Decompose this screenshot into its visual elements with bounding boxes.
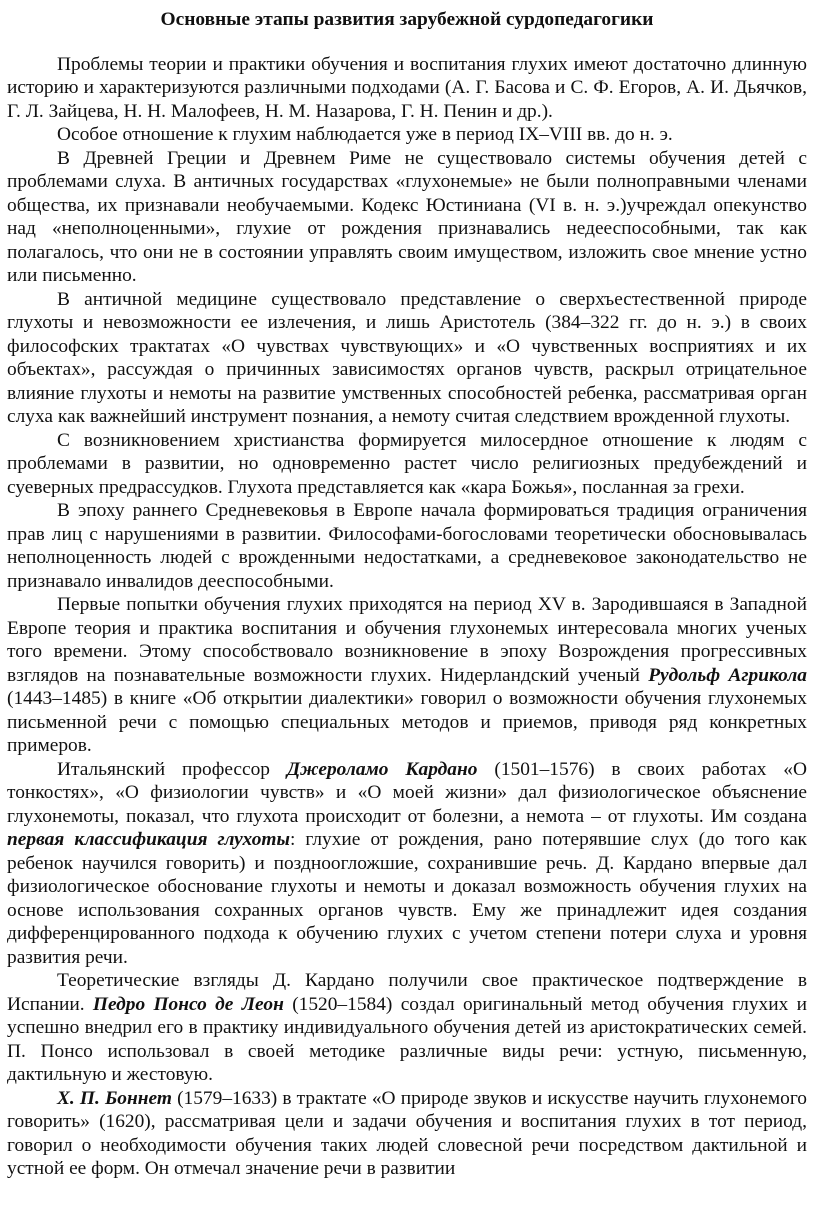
paragraph-text: С возникновением христианства формируется милосердное отношение к людям с проблемами в развитии, но одновременно растет число религиозных предубеждений и суеверных предрассудков. Глухота представляется как «кара Божья», посланная за грехи.: [7, 429, 807, 498]
paragraph-text: В эпоху раннего Средневековья в Европе начала формироваться традиция ограничения прав лиц с нарушениями в развитии. Философами-богословами теоретически обосновывалась неполноценность людей с врожденными недостатками, а средневековое законодательство не признавало инвалидов дееспособными.: [7, 500, 807, 592]
paragraph: [7, 53, 807, 124]
paragraph-text: (1579–1633) в трактате «О природе звуков и искусстве научить глухонемого говорить» (1620), рассматривая цели и задачи обучения и воспитания глухих в тот период, говорил о необходимости обучения таких людей словесной речи посредством дактильной и устной ее форм. Он отмечал значение речи в развитии: [7, 1087, 807, 1179]
paragraph: [7, 758, 807, 970]
document-body: [7, 53, 807, 1181]
paragraph: [7, 429, 807, 500]
paragraph: [7, 969, 807, 1087]
paragraph-text: Особое отношение к глухим наблюдается уже в период IX–VIII вв. до н. э.: [57, 124, 673, 145]
paragraph-text: : глухие от рождения, рано потерявшие слух (до того как ребенок научился говорить) и поздноогложшие, сохранившие речь. Д. Кардано впервые дал физиологическое обоснование глухоты и немоты и доказал возможность обучения глухих на основе использования сохранных органов чувств. Ему же принадлежит идея создания дифференцированного подхода к обучению глухих с учетом степени потери слуха и уровня развития речи.: [7, 829, 807, 968]
document-page: [7, 8, 807, 1181]
paragraph-text: (1520–1584) создал оригинальный метод обучения глухих и успешно внедрил его в практику индивидуального обучения детей из аристократических семей. П. Понсо использовал в своей методике различные виды речи: устную, письменную, дактильную и жестовую.: [7, 993, 808, 1085]
emphasized-name: Джероламо Кардано: [286, 758, 478, 780]
paragraph-text: В Древней Греции и Древнем Риме не существовало системы обучения детей с проблемами слуха. В античных государствах «глухонемые» не были полноправными членами общества, их признавали необучаемыми. Кодекс Юстиниана (VI в. н. э.)учреждал опекунство над «неполноценными», глухие от рождения признавались недееспособными, так как полагалось, что они не в состоянии управлять своим имуществом, изложить свое мнение устно или письменно.: [7, 147, 807, 286]
paragraph-text: (1443–1485) в книге «Об открытии диалектики» говорил о возможности обучения глухонемых письменной речи с помощью специальных методов и приемов, приводя ряд конкретных примеров.: [7, 688, 807, 756]
document-title: Основные этапы развития зарубежной сурдопедагогики: [160, 9, 654, 30]
paragraph: [7, 593, 807, 758]
paragraph: [7, 288, 807, 429]
emphasized-name: Педро Понсо де Леон: [92, 993, 284, 1015]
emphasized-name: первая классификация глухоты: [7, 829, 290, 850]
paragraph: [7, 123, 807, 147]
paragraph-text: (1501–1576) в своих работах «О тонкостях», «О физиологии чувств» и «О моей жизни» дал физиологическое объяснение глухонемоты, показал, что глухота происходит от болезни, а немота – от глухоты. Им создана: [7, 758, 807, 827]
paragraph: [7, 147, 807, 288]
paragraph-text: Итальянский профессор: [57, 758, 287, 780]
paragraph-text: Первые попытки обучения глухих приходятся на период XV в. Зародившаяся в Западной Европе теория и практика воспитания и обучения глухонемых интересовала многих ученых того времени. Этому способствовало возникновение в эпоху Возрождения прогрессивных взглядов на познавательные возможности глухих. Нидерландский ученый: [7, 594, 807, 686]
paragraph: [7, 1087, 807, 1181]
paragraph-text: Теоретические взгляды Д. Кардано получили свое практическое подтверждение в Испании.: [7, 970, 807, 1015]
emphasized-name: Х. П. Боннет: [57, 1087, 172, 1109]
paragraph-text: В античной медицине существовало представление о сверхъестественной природе глухоты и невозможности ее излечения, и лишь Аристотель (384–322 гг. до н. э.) в своих философских трактатах «О чувствах чувствующих» и «О чувственных восприятиях и их объектах», рассуждая о причинных зависимостях органов чувств, раскрыл отрицательное влияние глухоты и немоты на развитие умственных способностей ребенка, рассматривая орган слуха как важнейший инструмент познания, а немоту считая следствием врожденной глухоты.: [7, 288, 807, 427]
paragraph-text: Проблемы теории и практики обучения и воспитания глухих имеют достаточно длинную историю и характеризуются различными подходами (А. Г. Басова и С. Ф. Егоров, А. И. Дьячков, Г. Л. Зайцева, Н. Н. Малофеев, Н. М. Назарова, Г. Н. Пенин и др.).: [7, 53, 807, 122]
paragraph: [7, 499, 807, 593]
emphasized-name: Рудольф Агрикола: [648, 664, 807, 686]
